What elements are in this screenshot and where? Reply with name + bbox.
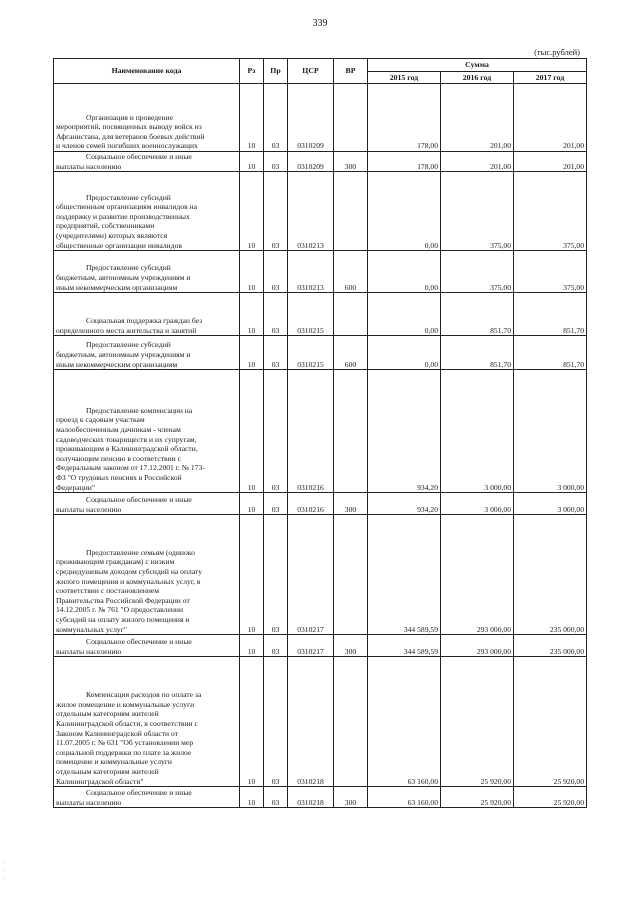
row-name-line: бюджетным, автономным учреждениям и [56,350,191,359]
row-name-line: 11.07.2005 г. № 631 "Об установлении мер [56,738,194,748]
row-vr [334,515,368,635]
row-name-line: выплаты населению [56,161,122,171]
row-name [54,172,240,251]
row-sum-2017: 201,00 [514,84,587,152]
row-sum-2015: 178,00 [368,84,441,152]
row-pr: 03 [264,251,288,293]
row-sum-2017: 375,00 [514,251,587,293]
row-name-line: ФЗ "О трудовых пенсиях в Российской [56,473,182,482]
row-name-line: определенного места жительства и занятий [56,325,197,335]
row-csr: 0310216 [288,370,334,493]
row-csr: 0310218 [288,657,334,787]
row-name-line: общественные организации инвалидов [56,240,182,250]
row-sum-2016: 201,00 [441,152,514,172]
row-name-line: Калининградской области, в соответствии с [56,719,198,729]
row-name-line: выплаты населению [56,646,122,656]
row-rz: 10 [240,787,264,808]
table-row [54,787,587,808]
table-row [54,251,587,293]
header-2017: 2017 год [514,72,587,84]
row-pr: 03 [264,787,288,808]
row-vr [334,370,368,493]
row-name-line: среднедушевым доходом субсидий на оплату [56,567,203,577]
row-name-line: Социальное обеспечение и иные [86,788,192,797]
row-rz: 10 [240,172,264,251]
row-name-line: Предоставление субсидий [86,340,171,350]
table-row [54,152,587,172]
row-pr: 03 [264,515,288,635]
row-sum-2015: 63 160,00 [368,787,441,808]
row-csr: 0310217 [288,635,334,657]
row-sum-2015: 178,00 [368,152,441,172]
row-sum-2017: 851,70 [514,293,587,336]
row-name-line: отдельным категориям жителей [56,709,159,719]
table-body [54,84,587,808]
row-name-line: Федерации" [56,482,95,492]
row-vr: 300 [334,493,368,515]
row-pr: 03 [264,635,288,657]
row-sum-2015: 344 589,59 [368,635,441,657]
row-csr: 0310215 [288,336,334,370]
row-rz: 10 [240,152,264,172]
row-name [54,635,240,657]
row-vr: 600 [334,336,368,370]
table-row [54,635,587,657]
header-sum: Сумма [368,59,587,72]
row-sum-2016: 851,70 [441,336,514,370]
row-sum-2016: 25 920,00 [441,657,514,787]
row-name [54,293,240,336]
row-name [54,493,240,515]
row-name-line: бюджетным, автономным учреждениям и [56,273,191,282]
row-name-line: Афганистана, для ветеранов боевых действий [56,131,205,141]
row-sum-2015: 0,00 [368,336,441,370]
row-name-line: садоводческих товариществ и их супругам, [56,434,197,444]
row-name-line: Социальная поддержка граждан без [86,316,203,325]
page-number: 339 [312,18,328,29]
row-name-line: общественным организациям инвалидов на [56,202,197,212]
row-name-line: проживающим в Калининградской области, [56,444,198,454]
row-name-line: жилого помещения и коммунальных услуг, в [56,576,201,586]
row-name-line: Федеральным законом от 17.12.2001 г. № 173- [56,463,205,473]
row-name-line: получающим пенсию в соответствии с [56,453,181,463]
row-vr: 300 [334,787,368,808]
row-name-line: соответствии с постановлением [56,586,160,596]
row-name [54,84,240,152]
row-name-line: и членов семей погибших военнослужащих [56,141,198,151]
row-vr: 600 [334,251,368,293]
row-pr: 03 [264,336,288,370]
row-name-line: малообеспеченным дачникам - членам [56,425,181,435]
row-name-line: субсидий на оплату жилого помещения и [56,615,190,624]
table-row [54,657,587,787]
row-rz: 10 [240,493,264,515]
row-name [54,657,240,787]
row-pr: 03 [264,657,288,787]
row-rz: 10 [240,84,264,152]
row-name [54,370,240,493]
header-name: Наименование кода [54,59,240,84]
row-sum-2017: 235 000,00 [514,515,587,635]
row-name-line: Социальное обеспечение и иные [86,495,192,504]
row-pr: 03 [264,152,288,172]
row-name-line: 14.12.2005 г. № 761 "О предоставлении [56,605,184,615]
row-rz: 10 [240,657,264,787]
row-name [54,251,240,293]
row-sum-2016: 375,00 [441,251,514,293]
row-sum-2017: 25 920,00 [514,657,587,787]
row-name-line: проживающим гражданам) с низким [56,557,175,567]
budget-table [53,58,587,808]
row-name-line: Калининградской области" [56,776,144,786]
row-name-line: Правительства Российской Федерации от [56,595,190,605]
row-csr: 0310216 [288,493,334,515]
row-sum-2015: 63 160,00 [368,657,441,787]
row-name-line: выплаты населению [56,797,122,807]
row-name-line: коммунальных услуг" [56,624,127,634]
row-name-line: поддержку и развитие производственных [56,211,190,221]
row-name-line: (учредителями) которых являются [56,231,168,240]
row-csr: 0310218 [288,787,334,808]
row-vr [334,172,368,251]
row-sum-2016: 3 000,00 [441,370,514,493]
row-vr: 300 [334,635,368,657]
row-name-line: выплаты населению [56,504,122,514]
row-name [54,336,240,370]
row-name-line: проезд к садовым участкам [56,415,145,425]
row-name-line: Социальное обеспечение и иные [86,152,192,161]
row-rz: 10 [240,370,264,493]
header-pr: Пр [264,59,288,84]
row-rz: 10 [240,293,264,336]
header-2015: 2015 год [368,72,441,84]
row-sum-2017: 235 000,00 [514,635,587,657]
units-label: (тыс.рублей) [534,47,580,57]
row-csr: 0310213 [288,172,334,251]
row-sum-2016: 201,00 [441,84,514,152]
row-csr: 0310213 [288,251,334,293]
table-row [54,336,587,370]
table-row [54,370,587,493]
row-name-line: Социальное обеспечение и иные [86,637,192,646]
row-name [54,152,240,172]
row-sum-2016: 293 000,00 [441,515,514,635]
row-name-line: отдельным категориям жителей [56,767,159,776]
row-sum-2017: 375,00 [514,172,587,251]
row-name-line: жилое помещение и коммунальные услуги [56,699,195,709]
header-rz: Рз [240,59,264,84]
row-csr: 0310209 [288,84,334,152]
row-sum-2015: 0,00 [368,293,441,336]
row-csr: 0310217 [288,515,334,635]
row-sum-2017: 3 000,00 [514,493,587,515]
table-row [54,493,587,515]
table-header [54,59,587,84]
row-csr: 0310215 [288,293,334,336]
row-sum-2017: 851,70 [514,336,587,370]
row-vr [334,84,368,152]
header-vr: ВР [334,59,368,84]
row-sum-2016: 3 000,00 [441,493,514,515]
row-sum-2015: 934,20 [368,370,441,493]
row-name-line: Предоставление субсидий [86,263,171,273]
scan-margin-marks: · · · [4,861,6,883]
row-rz: 10 [240,515,264,635]
table-row [54,515,587,635]
table-row [54,84,587,152]
row-pr: 03 [264,370,288,493]
row-sum-2015: 0,00 [368,251,441,293]
row-name-line: социальной поддержки по плате за жилое [56,747,192,757]
row-sum-2015: 934,20 [368,493,441,515]
row-name-line: помещение и коммунальные услуги [56,757,172,767]
row-sum-2017: 201,00 [514,152,587,172]
row-name-line: Организация и проведение [86,112,173,122]
row-name [54,787,240,808]
header-csr: ЦСР [288,59,334,84]
row-vr: 300 [334,152,368,172]
row-sum-2016: 851,70 [441,293,514,336]
row-sum-2017: 25 920,00 [514,787,587,808]
row-vr [334,657,368,787]
row-name [54,515,240,635]
table-row [54,172,587,251]
row-rz: 10 [240,336,264,370]
row-name-line: Компенсация расходов по оплате за [86,690,202,700]
row-pr: 03 [264,293,288,336]
row-sum-2015: 344 589,59 [368,515,441,635]
row-vr [334,293,368,336]
row-name-line: Предоставление субсидий [86,192,171,202]
table-row [54,293,587,336]
row-name-line: предприятий, собственниками [56,221,155,231]
row-sum-2017: 3 000,00 [514,370,587,493]
header-2016: 2016 год [441,72,514,84]
row-sum-2016: 293 000,00 [441,635,514,657]
row-pr: 03 [264,172,288,251]
row-csr: 0310209 [288,152,334,172]
row-name-line: Предоставление компенсации на [86,405,193,415]
row-name-line: Предоставление семьям (одиноко [86,547,195,557]
row-name-line: иным некоммерческим организациям [56,359,178,369]
row-name-line: мероприятий, посвященных выводу войск из [56,122,202,132]
row-sum-2016: 25 920,00 [441,787,514,808]
row-rz: 10 [240,635,264,657]
row-pr: 03 [264,84,288,152]
row-rz: 10 [240,251,264,293]
row-sum-2015: 0,00 [368,172,441,251]
row-pr: 03 [264,493,288,515]
row-sum-2016: 375,00 [441,172,514,251]
row-name-line: иным некоммерческим организациям [56,282,178,292]
row-name-line: Законом Калининградской области от [56,728,179,738]
